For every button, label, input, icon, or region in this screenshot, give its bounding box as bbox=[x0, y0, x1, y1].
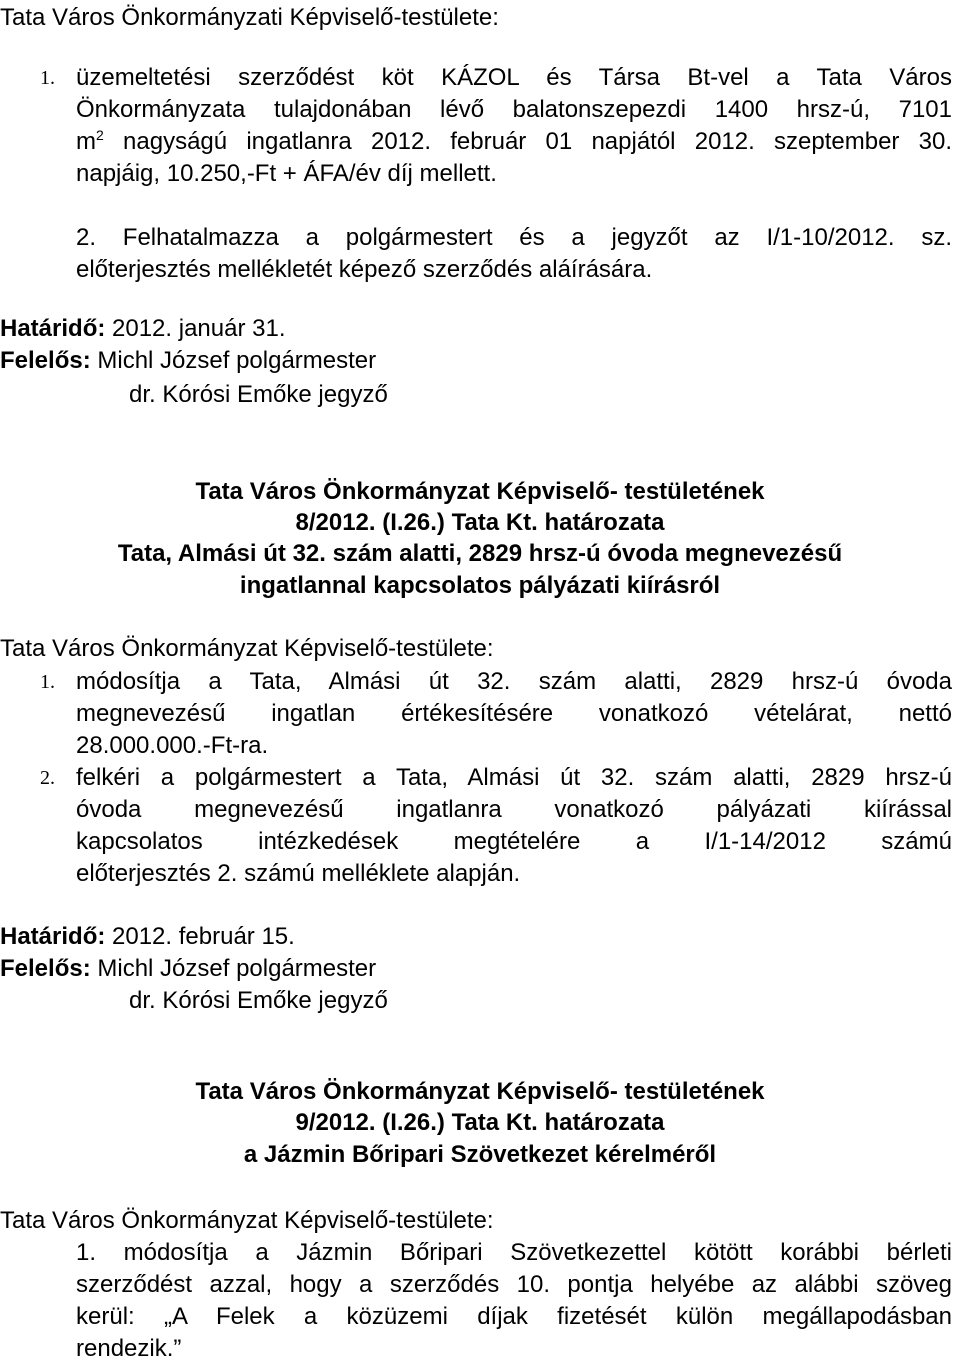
s1-item1-number: 1. bbox=[40, 67, 55, 89]
s2-item2-number: 2. bbox=[40, 767, 55, 789]
s2-item1-text: módosítja a Tata, Almási út 32. szám alatti, 2829 hrsz-ú óvoda megnevezésű ingatlan értékesítésére vonatkozó vételárat, nettó 28.000.000.-Ft-ra. bbox=[76, 668, 952, 759]
s2-heading-1: Tata Város Önkormányzat Képviselő- testületének bbox=[195, 478, 765, 505]
s3-heading-1: Tata Város Önkormányzat Képviselő- testületének bbox=[195, 1078, 765, 1105]
s2-heading-2: 8/2012. (I.26.) Tata Kt. határozata bbox=[295, 509, 665, 536]
s1-responsible-2: dr. Kórósi Emőke jegyző bbox=[129, 381, 388, 408]
s3-heading-2: 9/2012. (I.26.) Tata Kt. határozata bbox=[295, 1109, 665, 1136]
s2-item2-text: felkéri a polgármestert a Tata, Almási út 32. szám alatti, 2829 hrsz-ú óvoda megnevezésű ingatlanra vonatkozó pályázati kiírással kapcsolatos intézkedések megtételére a I/1-14/2012 számú előterjesztés 2. számú melléklete alapján. bbox=[76, 764, 952, 887]
s1-deadline: Határidő: 2012. január 31. bbox=[0, 315, 286, 342]
s3-heading-3: a Jázmin Bőripari Szövetkezet kérelméről bbox=[243, 1141, 717, 1168]
s3-item1-text: 1. módosítja a Jázmin Bőripari Szövetkezettel kötött korábbi bérleti szerződést azzal, hogy a szerződés 10. pontja helyébe az alábbi szöveg kerül: „A Felek a közüzemi díjak fizetését külön megállapodásban rendezik.” bbox=[76, 1239, 952, 1362]
s2-heading-3: Tata, Almási út 32. szám alatti, 2829 hrsz-ú óvoda megnevezésű bbox=[117, 540, 843, 567]
s1-responsible: Felelős: Michl József polgármester bbox=[0, 347, 377, 374]
s1-item2-text: 2. Felhatalmazza a polgármestert és a jegyzőt az I/1-10/2012. sz. előterjesztés mellékletét képező szerződés aláírására. bbox=[76, 224, 952, 283]
s2-responsible-2: dr. Kórósi Emőke jegyző bbox=[129, 987, 388, 1014]
s2-heading-4: ingatlannal kapcsolatos pályázati kiírásról bbox=[239, 572, 721, 599]
s1-item1-text: üzemeltetési szerződést köt KÁZOL és Társa Bt-vel a Tata Város Önkormányzata tulajdonában lévő balatonszepezdi 1400 hrsz-ú, 7101 $m^2$ nagyságú ingatlanra 2012. február 01 napjától 2012. szeptember 30. napjáig, 10.250,-Ft + ÁFA/év díj mellett. bbox=[76, 64, 952, 187]
s2-council-intro: Tata Város Önkormányzat Képviselő-testülete: bbox=[0, 635, 494, 662]
s2-responsible: Felelős: Michl József polgármester bbox=[0, 955, 377, 982]
council-intro-1: Tata Város Önkormányzati Képviselő-testülete: bbox=[0, 4, 499, 31]
s2-deadline: Határidő: 2012. február 15. bbox=[0, 923, 295, 950]
s3-council-intro: Tata Város Önkormányzat Képviselő-testülete: bbox=[0, 1207, 494, 1234]
s2-item1-number: 1. bbox=[40, 671, 55, 693]
